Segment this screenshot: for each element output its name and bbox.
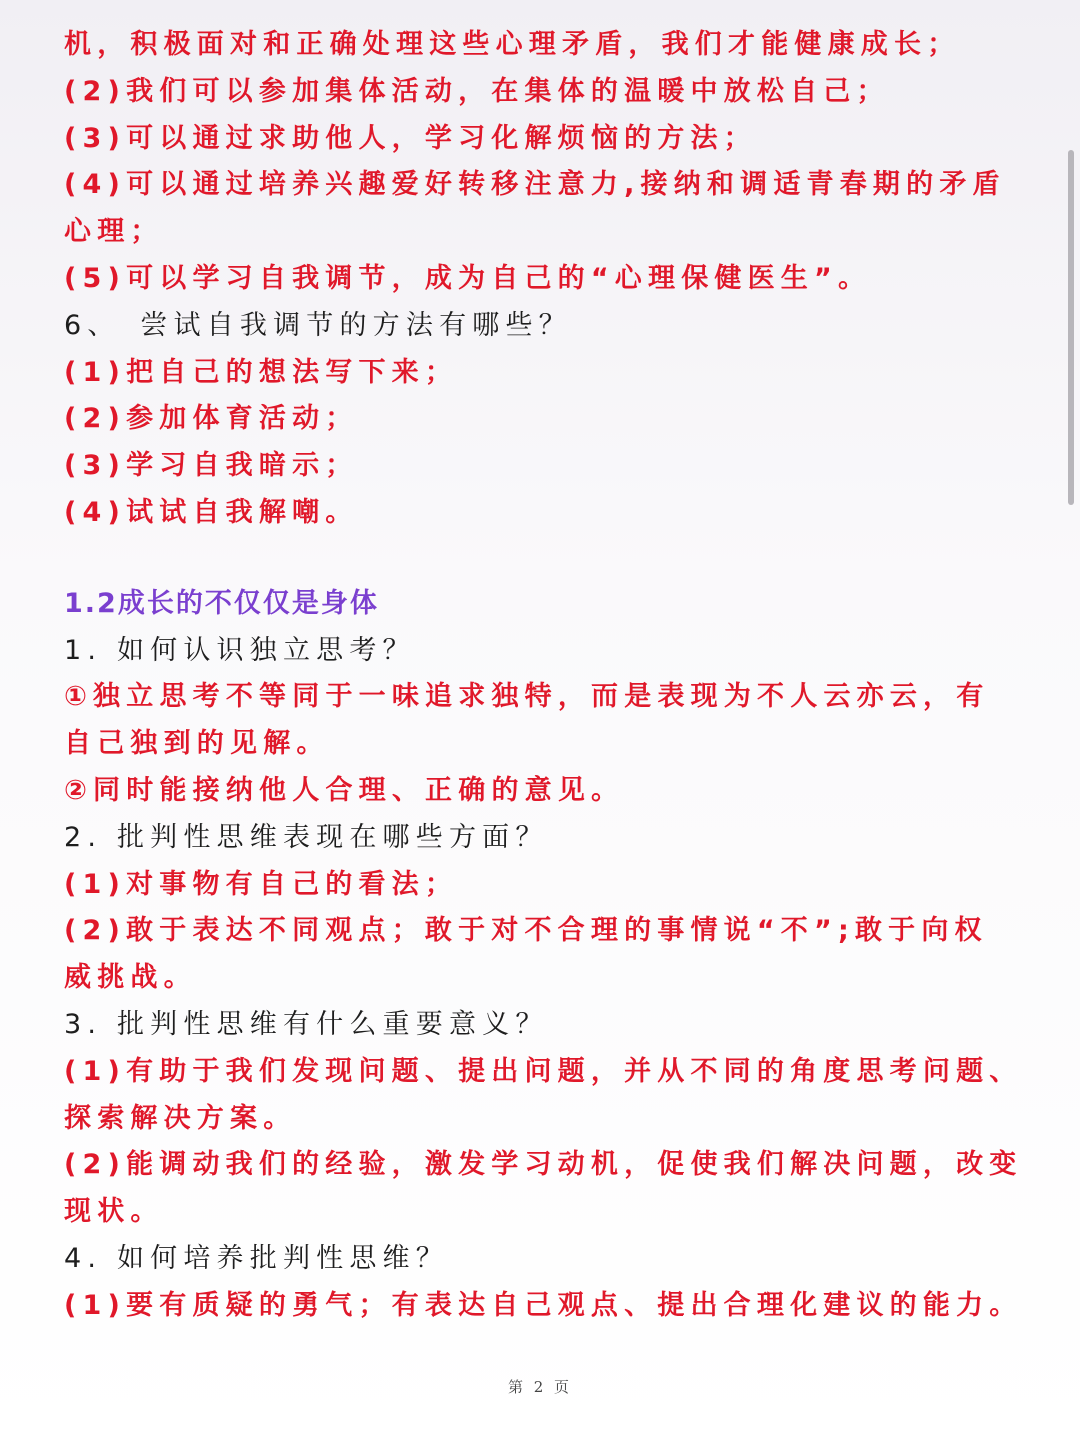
question-line: 2. 批判性思维表现在哪些方面？ (64, 821, 549, 853)
scrollbar[interactable] (1068, 150, 1074, 505)
answer-line: 机，积极面对和正确处理这些心理矛盾，我们才能健康成长； (64, 29, 961, 60)
document-page (64, 22, 1024, 1330)
answer-line: 心理； (64, 216, 164, 248)
question-line: 4. 如何培养批判性思维？ (64, 1242, 449, 1274)
answer-line: (2)参加体育活动； (64, 403, 359, 435)
section-heading: 1.2成长的不仅仅是身体 (64, 587, 379, 619)
question-line: 3. 批判性思维有什么重要意义？ (64, 1008, 549, 1040)
answer-line: (2)能调动我们的经验，激发学习动机，促使我们解决问题，改变 (64, 1149, 1023, 1181)
answer-line: (2)我们可以参加集体活动，在集体的温暖中放松自己； (64, 75, 890, 107)
answer-line: (1)要有质疑的勇气；有表达自己观点、提出合理化建议的能力。 (64, 1289, 1023, 1321)
answer-line: 威挑战。 (64, 962, 197, 994)
answer-line: 自己独到的见解。 (64, 728, 330, 760)
text-block-top (64, 22, 1024, 537)
answer-line: (4)试试自我解嘲。 (64, 496, 359, 528)
answer-line: (5)可以学习自我调节，成为自己的“心理保健医生”。 (64, 262, 872, 294)
answer-line: (1)有助于我们发现问题、提出问题，并从不同的角度思考问题、 (64, 1055, 1023, 1087)
answer-line: ②同时能接纳他人合理、正确的意见。 (64, 774, 625, 806)
answer-line: (1)把自己的想法写下来； (64, 356, 459, 388)
answer-line: (3)可以通过求助他人，学习化解烦恼的方法； (64, 122, 757, 154)
answer-line: (2)敢于表达不同观点；敢于对不合理的事情说“不”;敢于向权 (64, 915, 988, 947)
question-line: 6、 尝试自我调节的方法有哪些？ (64, 309, 572, 341)
answer-line: (3)学习自我暗示； (64, 450, 359, 482)
answer-line: (1)对事物有自己的看法； (64, 868, 459, 900)
answer-line: (4)可以通过培养兴趣爱好转移注意力,接纳和调适青春期的矛盾 (64, 169, 1006, 201)
answer-line: 现状。 (64, 1196, 164, 1228)
answer-line: ①独立思考不等同于一味追求独特，而是表现为不人云亦云，有 (64, 681, 990, 713)
answer-line: 探索解决方案。 (64, 1102, 297, 1134)
page-number: 第 2 页 (507, 1378, 573, 1396)
question-line: 1. 如何认识独立思考？ (64, 634, 416, 666)
text-block-bottom (64, 628, 1024, 1330)
